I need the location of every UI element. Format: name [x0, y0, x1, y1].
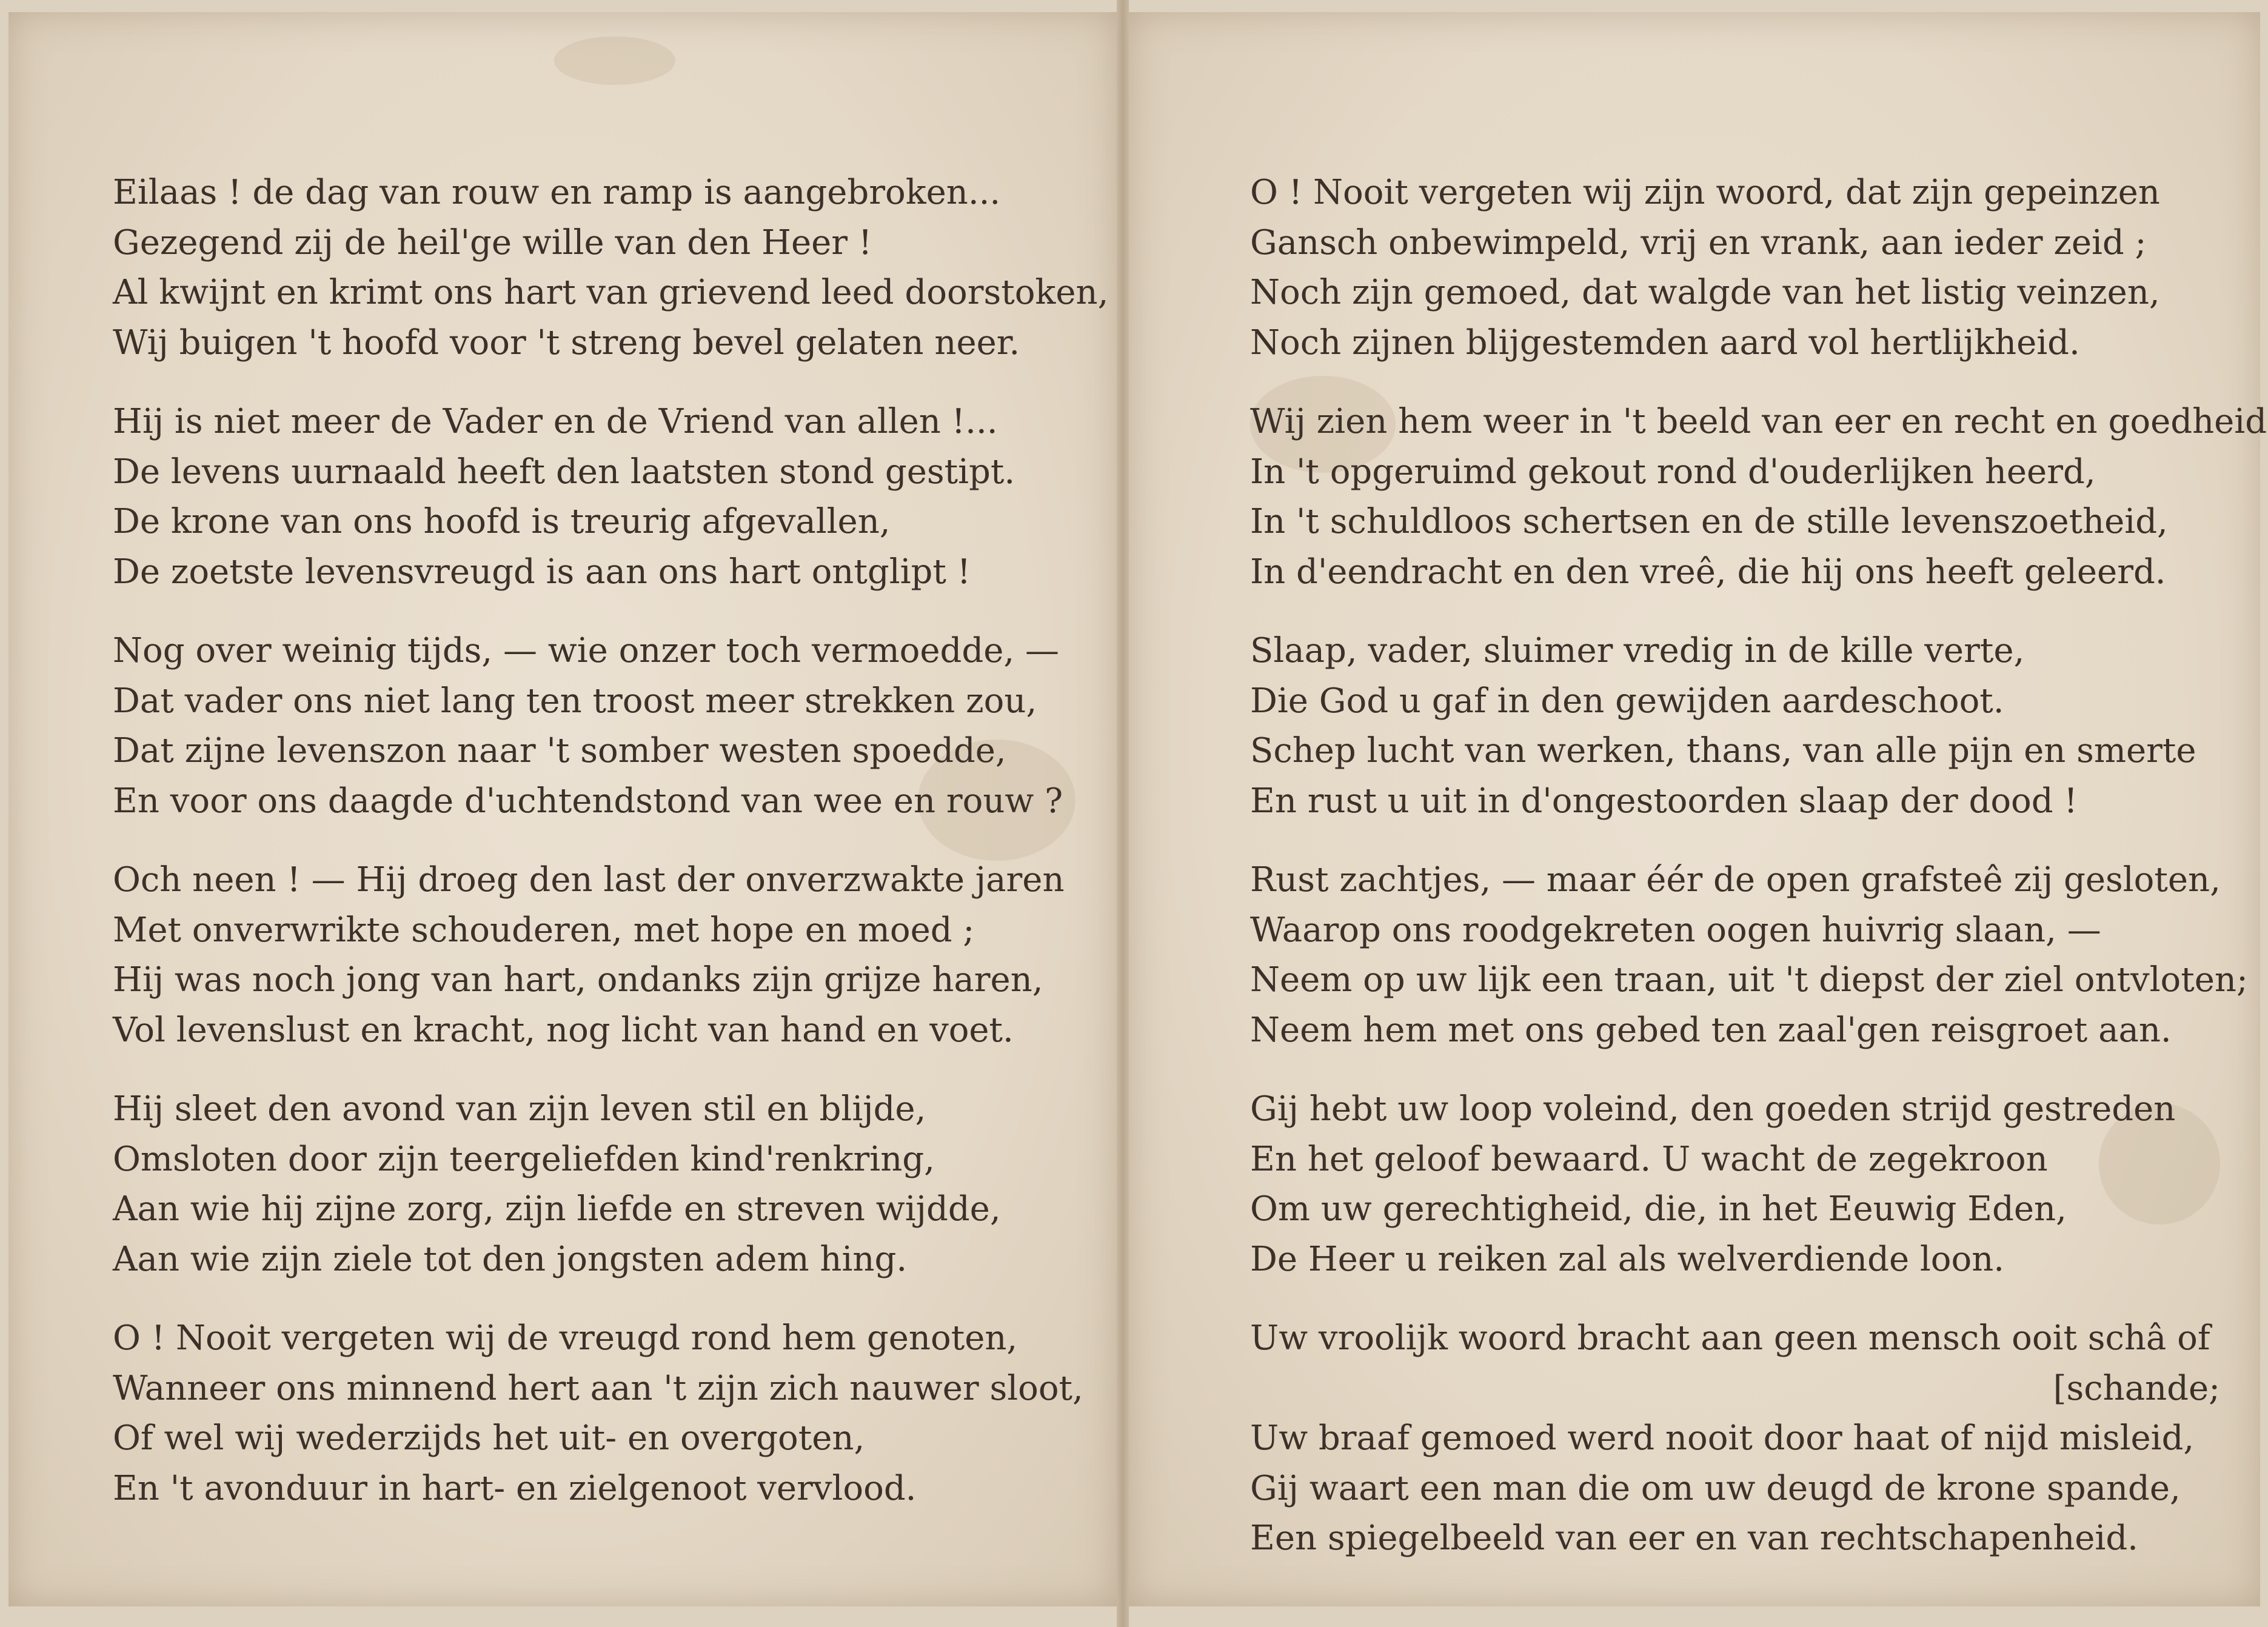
- right-page: [1129, 12, 2267, 1606]
- poem-line: Om uw gerechtigheid, die, in het Eeuwig Eden,: [1250, 1189, 2067, 1229]
- poem-line: O ! Nooit vergeten wij de vreugd rond hem genoten,: [113, 1318, 1018, 1358]
- poem-line: Noch zijn gemoed, dat walgde van het listig veinzen,: [1250, 273, 2160, 312]
- page-fold: [1117, 0, 1129, 1627]
- poem-line: De zoetste levensvreugd is aan ons hart ontglipt !: [113, 552, 971, 592]
- poem-line: Dat vader ons niet lang ten troost meer strekken zou,: [113, 681, 1037, 721]
- poem-line: Waarop ons roodgekreten oogen huivrig slaan, —: [1250, 910, 2101, 950]
- poem-line: Gansch onbewimpeld, vrij en vrank, aan ieder zeid ;: [1250, 222, 2147, 262]
- poem-line: En voor ons daagde d'uchtendstond van wee en rouw ?: [113, 781, 1063, 821]
- poem-line: Schep lucht van werken, thans, van alle pijn en smerte: [1250, 731, 2196, 770]
- poem-line: In 't opgeruimd gekout rond d'ouderlijken heerd,: [1250, 452, 2096, 492]
- poem-line: Hij sleet den avond van zijn leven stil en blijde,: [113, 1089, 926, 1129]
- poem-line: Een spiegelbeeld van eer en van rechtschapenheid.: [1250, 1518, 2138, 1558]
- poem-line: Dat zijne levenszon naar 't somber westen spoedde,: [113, 731, 1006, 770]
- left-poem-column: [8, 12, 1117, 1606]
- poem-line: Wij zien hem weer in 't beeld van eer en recht en goedheid: [1250, 402, 2267, 441]
- poem-line: De krone van ons hoofd is treurig afgevallen,: [113, 502, 891, 541]
- poem-line: Hij is niet meer de Vader en de Vriend van allen !...: [113, 402, 998, 441]
- poem-line: Rust zachtjes, — maar éér de open grafsteê zij gesloten,: [1250, 860, 2221, 900]
- poem-line: En het geloof bewaard. U wacht de zegekroon: [1250, 1139, 2048, 1179]
- poem-line: De Heer u reiken zal als welverdiende loon.: [1250, 1239, 2005, 1279]
- poem-line: Slaap, vader, sluimer vredig in de kille verte,: [1250, 631, 2025, 670]
- poem-line: Noch zijnen blijgestemden aard vol hertlijkheid.: [1250, 322, 2080, 362]
- poem-line: Wij buigen 't hoofd voor 't streng bevel gelaten neer.: [113, 322, 1020, 362]
- poem-line: Och neen ! — Hij droeg den last der onverzwakte jaren: [113, 860, 1065, 900]
- poem-line: Eilaas ! de dag van rouw en ramp is aangebroken...: [113, 173, 1001, 212]
- poem-line: En 't avonduur in hart- en zielgenoot vervlood.: [113, 1468, 917, 1508]
- poem-line: Wanneer ons minnend hert aan 't zijn zich nauwer sloot,: [113, 1368, 1083, 1408]
- poem-line: Gij hebt uw loop voleind, den goeden strijd gestreden: [1250, 1089, 2176, 1129]
- poem-line: Die God u gaf in den gewijden aardeschoot.: [1250, 681, 2004, 721]
- poem-line: Of wel wij wederzijds het uit- en overgoten,: [113, 1418, 865, 1458]
- poem-line: De levens uurnaald heeft den laatsten stond gestipt.: [113, 452, 1015, 492]
- poem-line: In 't schuldloos schertsen en de stille levenszoetheid,: [1250, 502, 2168, 541]
- poem-line: O ! Nooit vergeten wij zijn woord, dat zijn gepeinzen: [1250, 173, 2160, 212]
- poem-line: [schande;: [2053, 1368, 2220, 1408]
- poem-line: Vol levenslust en kracht, nog licht van hand en voet.: [113, 1010, 1014, 1050]
- poem-line: Gij waart een man die om uw deugd de krone spande,: [1250, 1468, 2181, 1508]
- left-page: [8, 12, 1117, 1606]
- poem-line: In d'eendracht en den vreê, die hij ons heeft geleerd.: [1250, 552, 2166, 592]
- poem-line: Met onverwrikte schouderen, met hope en moed ;: [113, 910, 975, 950]
- poem-line: Omsloten door zijn teergeliefden kind'renkring,: [113, 1139, 935, 1179]
- poem-line: En rust u uit in d'ongestoorden slaap der dood !: [1250, 781, 2078, 821]
- right-poem-column: [1129, 12, 2267, 1606]
- poem-line: Al kwijnt en krimt ons hart van grievend leed doorstoken,: [113, 273, 1109, 312]
- poem-line: Neem hem met ons gebed ten zaal'gen reisgroet aan.: [1250, 1010, 2172, 1050]
- poem-line: Nog over weinig tijds, — wie onzer toch vermoedde, —: [113, 631, 1059, 670]
- poem-line: Gezegend zij de heil'ge wille van den Heer !: [113, 222, 872, 262]
- poem-line: Aan wie hij zijne zorg, zijn liefde en streven wijdde,: [113, 1189, 1001, 1229]
- poem-line: Neem op uw lijk een traan, uit 't diepst der ziel ontvloten;: [1250, 960, 2248, 1000]
- poem-line: Uw vroolijk woord bracht aan geen mensch ooit schâ of: [1250, 1318, 2210, 1358]
- poem-line: Uw braaf gemoed werd nooit door haat of nijd misleid,: [1250, 1418, 2195, 1458]
- poem-line: Hij was noch jong van hart, ondanks zijn grijze haren,: [113, 960, 1043, 1000]
- poem-line: Aan wie zijn ziele tot den jongsten adem hing.: [113, 1239, 908, 1279]
